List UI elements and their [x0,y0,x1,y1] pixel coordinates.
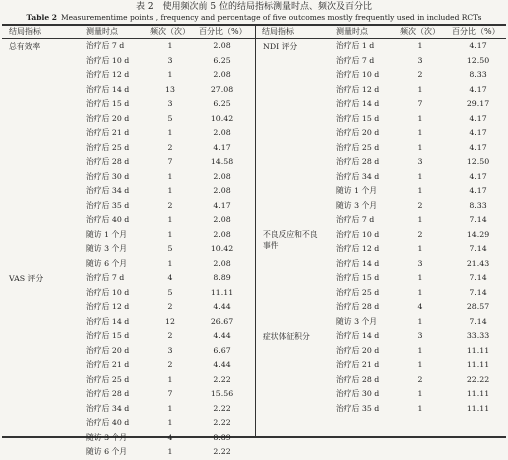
table-row [256,358,508,373]
table-row [0,155,255,170]
percentage-cell: 4.44 [213,302,231,311]
table-row [0,416,255,431]
time-point-cell: 治疗后 14 d [336,331,380,340]
frequency-cell: 3 [417,157,423,166]
table-row [256,271,508,286]
time-point-cell: 治疗后 21 d [86,128,130,137]
percentage-cell: 11.11 [466,389,490,398]
table-row [0,213,255,228]
percentage-cell: 29.17 [466,99,490,108]
time-point-cell: 治疗后 25 d [86,142,130,152]
time-point-cell: 治疗后 7 d [86,273,125,282]
time-point-cell: 随访 6 个月 [86,258,128,268]
percentage-cell: 11.11 [466,360,490,369]
left-outcome-label: 总有效率 [9,41,41,51]
percentage-cell: 7.14 [469,273,487,282]
time-point-cell: 治疗后 14 d [336,99,380,108]
percentage-cell: 2.08 [213,70,231,79]
percentage-cell: 6.25 [213,99,231,108]
percentage-cell: 2.08 [213,41,231,50]
time-point-cell: 治疗后 25 d [336,287,380,297]
table-row [0,39,255,54]
table-row [0,329,255,344]
table-title-chinese: 表 2 使用频次前 5 位的结局指标测量时点、频次及百分比 [135,2,373,12]
time-point-cell: 治疗后 40 d [86,215,130,224]
table-row [256,54,508,69]
time-point-cell: 治疗后 20 d [336,345,380,355]
percentage-cell: 4.44 [213,331,231,340]
percentage-cell: 2.22 [213,403,231,413]
frequency-cell: 1 [167,374,173,384]
table-row [256,402,508,417]
percentage-cell: 11.11 [210,287,234,297]
percentage-cell: 28.57 [466,302,490,311]
time-point-cell: 治疗后 15 d [336,113,380,123]
frequency-cell: 1 [167,418,173,427]
left-header-outcome: 结局指标 [9,27,41,36]
frequency-cell: 1 [167,171,173,181]
frequency-cell: 1 [417,215,423,224]
time-point-cell: 治疗后 28 d [336,157,380,166]
table-row [256,213,508,228]
percentage-cell: 4.17 [213,142,231,152]
percentage-cell: 15.56 [210,389,234,398]
time-point-cell: 治疗后 34 d [86,403,130,413]
percentage-cell: 26.67 [210,316,234,326]
table-row [256,83,508,98]
percentage-cell: 10.42 [210,113,234,123]
percentage-cell: 2.08 [213,229,231,239]
frequency-cell: 3 [417,331,423,340]
frequency-cell: 1 [417,128,423,137]
percentage-cell: 4.17 [469,84,487,94]
table-row [0,286,255,301]
time-point-cell: 随访 3 个月 [86,432,128,442]
percentage-cell: 2.08 [213,258,231,268]
percentage-cell: 2.22 [213,374,231,384]
table-row [256,344,508,359]
percentage-cell: 2.22 [213,447,231,456]
frequency-cell: 3 [167,55,173,65]
percentage-cell: 14.58 [210,157,234,166]
percentage-cell: 33.33 [466,331,490,340]
table-row [0,170,255,185]
frequency-cell: 12 [165,316,175,326]
table-row [0,68,255,83]
time-point-cell: 治疗后 21 d [336,360,380,369]
frequency-cell: 7 [417,99,423,108]
table-row [0,387,255,402]
time-point-cell: 治疗后 21 d [86,360,130,369]
percentage-cell: 7.14 [469,244,487,253]
time-point-cell: 治疗后 7 d [336,55,375,65]
table-row [0,54,255,69]
frequency-cell: 2 [417,229,423,239]
time-point-cell: 治疗后 14 d [86,316,130,326]
table-row [0,358,255,373]
frequency-cell: 2 [417,200,423,210]
percentage-cell: 4.17 [213,200,231,210]
time-point-cell: 治疗后 15 d [86,99,130,108]
time-point-cell: 随访 3 个月 [336,200,378,210]
percentage-cell: 2.08 [213,215,231,224]
frequency-cell: 4 [167,273,173,282]
table-title-english [0,13,508,23]
time-point-cell: 治疗后 12 d [336,244,380,253]
percentage-cell: 10.42 [210,244,234,253]
frequency-cell: 1 [417,389,423,398]
right-header-time: 测量时点 [336,27,368,36]
frequency-cell: 1 [167,70,173,79]
time-point-cell: 治疗后 34 d [86,186,130,195]
time-point-cell: 治疗后 25 d [86,374,130,384]
frequency-cell: 1 [167,229,173,239]
right-header-outcome: 结局指标 [262,27,294,36]
table-row [256,97,508,112]
table-row [0,126,255,141]
frequency-cell: 2 [167,142,173,152]
frequency-cell: 1 [417,244,423,253]
time-point-cell: 随访 1 个月 [336,186,378,195]
table-row [256,141,508,156]
percentage-cell: 2.22 [213,418,231,427]
time-point-cell: 治疗后 10 d [336,229,380,239]
percentage-cell: 6.25 [213,55,231,65]
percentage-cell: 11.11 [466,345,490,355]
frequency-cell: 1 [417,186,423,195]
table-row [256,286,508,301]
frequency-cell: 1 [417,41,423,50]
time-point-cell: 治疗后 40 d [86,418,130,427]
percentage-cell: 4.17 [469,128,487,137]
table-row [0,228,255,243]
frequency-cell: 1 [417,360,423,369]
frequency-cell: 1 [417,142,423,152]
time-point-cell: 治疗后 28 d [86,389,130,398]
time-point-cell: 治疗后 20 d [86,113,130,123]
time-point-cell: 治疗后 30 d [336,389,380,398]
frequency-cell: 3 [167,345,173,355]
percentage-cell: 2.08 [213,128,231,137]
time-point-cell: 治疗后 14 d [86,84,130,94]
percentage-cell: 14.29 [466,229,490,239]
frequency-cell: 1 [417,84,423,94]
table-row [0,300,255,315]
percentage-cell: 8.89 [213,273,231,282]
table-row [256,373,508,388]
table-row [0,112,255,127]
table-row [256,68,508,83]
percentage-cell: 4.17 [469,113,487,123]
frequency-cell: 7 [167,157,173,166]
table-row [0,97,255,112]
frequency-cell: 2 [417,70,423,79]
table-number: Table 2 [26,13,57,22]
time-point-cell: 随访 1 个月 [86,229,128,239]
table-row [0,199,255,214]
percentage-cell: 6.67 [213,345,231,355]
table-row [0,431,255,446]
time-point-cell: 治疗后 14 d [336,258,380,268]
table-row [256,112,508,127]
frequency-cell: 1 [417,345,423,355]
right-header-pct: 百分比（%） [452,27,500,36]
time-point-cell: 治疗后 1 d [336,41,375,50]
frequency-cell: 1 [167,447,173,456]
table-row [256,39,508,54]
table-row [256,300,508,315]
percentage-cell: 8.33 [469,200,487,210]
time-point-cell: 随访 6 个月 [86,447,128,456]
frequency-cell: 7 [167,389,173,398]
table-row [256,199,508,214]
percentage-cell: 7.14 [469,287,487,297]
left-header-time: 测量时点 [86,27,118,36]
percentage-cell: 12.50 [466,157,490,166]
table-row [256,184,508,199]
table-row [0,242,255,257]
time-point-cell: 治疗后 12 d [336,84,380,94]
percentage-cell: 7.14 [469,215,487,224]
percentage-cell: 2.08 [213,171,231,181]
table-row [0,271,255,286]
right-outcome-label: 症状体征积分 [263,331,310,341]
frequency-cell: 1 [167,41,173,50]
frequency-cell: 2 [417,374,423,384]
table-caption: Measurementime points , frequency and percentage of five outcomes mostly frequently used in included RCTs [60,13,482,22]
table-row [256,228,508,243]
percentage-cell: 4.44 [213,360,231,369]
percentage-cell: 27.08 [210,84,234,94]
frequency-cell: 2 [167,331,173,340]
frequency-cell: 2 [167,360,173,369]
time-point-cell: 治疗后 35 d [336,403,380,413]
frequency-cell: 2 [167,302,173,311]
right-outcome-label: NDI 评分 [263,41,298,51]
time-point-cell: 治疗后 15 d [86,331,130,340]
time-point-cell: 治疗后 7 d [86,41,125,50]
time-point-cell: 治疗后 28 d [336,374,380,384]
time-point-cell: 治疗后 35 d [86,200,130,210]
frequency-cell: 1 [167,128,173,137]
table-row [256,315,508,330]
frequency-cell: 4 [417,302,423,311]
frequency-cell: 4 [167,432,173,442]
time-point-cell: 治疗后 12 d [86,70,130,79]
time-point-cell: 治疗后 28 d [86,157,130,166]
frequency-cell: 1 [167,186,173,195]
percentage-cell: 8.33 [469,70,487,79]
frequency-cell: 5 [167,287,173,297]
right-outcome-label: 不良反应和不良事件 [263,230,318,250]
table-row [0,184,255,199]
table-row [256,257,508,272]
time-point-cell: 治疗后 20 d [336,128,380,137]
table-row [256,387,508,402]
frequency-cell: 1 [417,287,423,297]
table-row [0,373,255,388]
table-row [0,402,255,417]
time-point-cell: 治疗后 25 d [336,142,380,152]
frequency-cell: 1 [417,403,423,413]
table-row [256,126,508,141]
table-row [256,170,508,185]
percentage-cell: 12.50 [466,55,490,65]
percentage-cell: 4.17 [469,142,487,152]
table-row [0,141,255,156]
percentage-cell: 22.22 [466,374,490,384]
table-row [0,83,255,98]
time-point-cell: 治疗后 10 d [86,287,130,297]
percentage-cell: 2.08 [213,186,231,195]
time-point-cell: 治疗后 12 d [86,302,130,311]
table-row [0,344,255,359]
frequency-cell: 1 [167,403,173,413]
time-point-cell: 治疗后 34 d [336,171,380,181]
left-header-pct: 百分比（%） [199,27,247,36]
frequency-cell: 3 [417,258,423,268]
percentage-cell: 8.89 [213,432,231,442]
table-row [256,329,508,344]
frequency-cell: 5 [167,113,173,123]
frequency-cell: 1 [417,273,423,282]
time-point-cell: 治疗后 15 d [336,273,380,282]
frequency-cell: 1 [417,171,423,181]
time-point-cell: 治疗后 28 d [336,302,380,311]
percentage-cell: 11.11 [466,403,490,413]
table-row [0,315,255,330]
percentage-cell: 7.14 [469,316,487,326]
right-header-freq: 频次（次） [400,27,440,36]
left-header-freq: 频次（次） [150,27,190,36]
frequency-cell: 3 [167,99,173,108]
frequency-cell: 5 [167,244,173,253]
frequency-cell: 1 [417,113,423,123]
percentage-cell: 4.17 [469,171,487,181]
time-point-cell: 随访 3 个月 [86,244,128,253]
time-point-cell: 治疗后 7 d [336,215,375,224]
frequency-cell: 13 [165,84,175,94]
time-point-cell: 治疗后 10 d [86,55,130,65]
time-point-cell: 治疗后 30 d [86,171,130,181]
percentage-cell: 21.43 [466,258,490,268]
time-point-cell: 治疗后 20 d [86,345,130,355]
table-row [256,242,508,257]
frequency-cell: 3 [417,55,423,65]
time-point-cell: 治疗后 10 d [336,70,380,79]
percentage-cell: 4.17 [469,186,487,195]
frequency-cell: 1 [167,215,173,224]
time-point-cell: 随访 3 个月 [336,316,378,326]
table-row [256,155,508,170]
percentage-cell: 4.17 [469,41,487,50]
left-outcome-label: VAS 评分 [9,273,44,283]
frequency-cell: 1 [417,316,423,326]
frequency-cell: 2 [167,200,173,210]
frequency-cell: 1 [167,258,173,268]
table-row [0,445,255,460]
table-row [0,257,255,272]
